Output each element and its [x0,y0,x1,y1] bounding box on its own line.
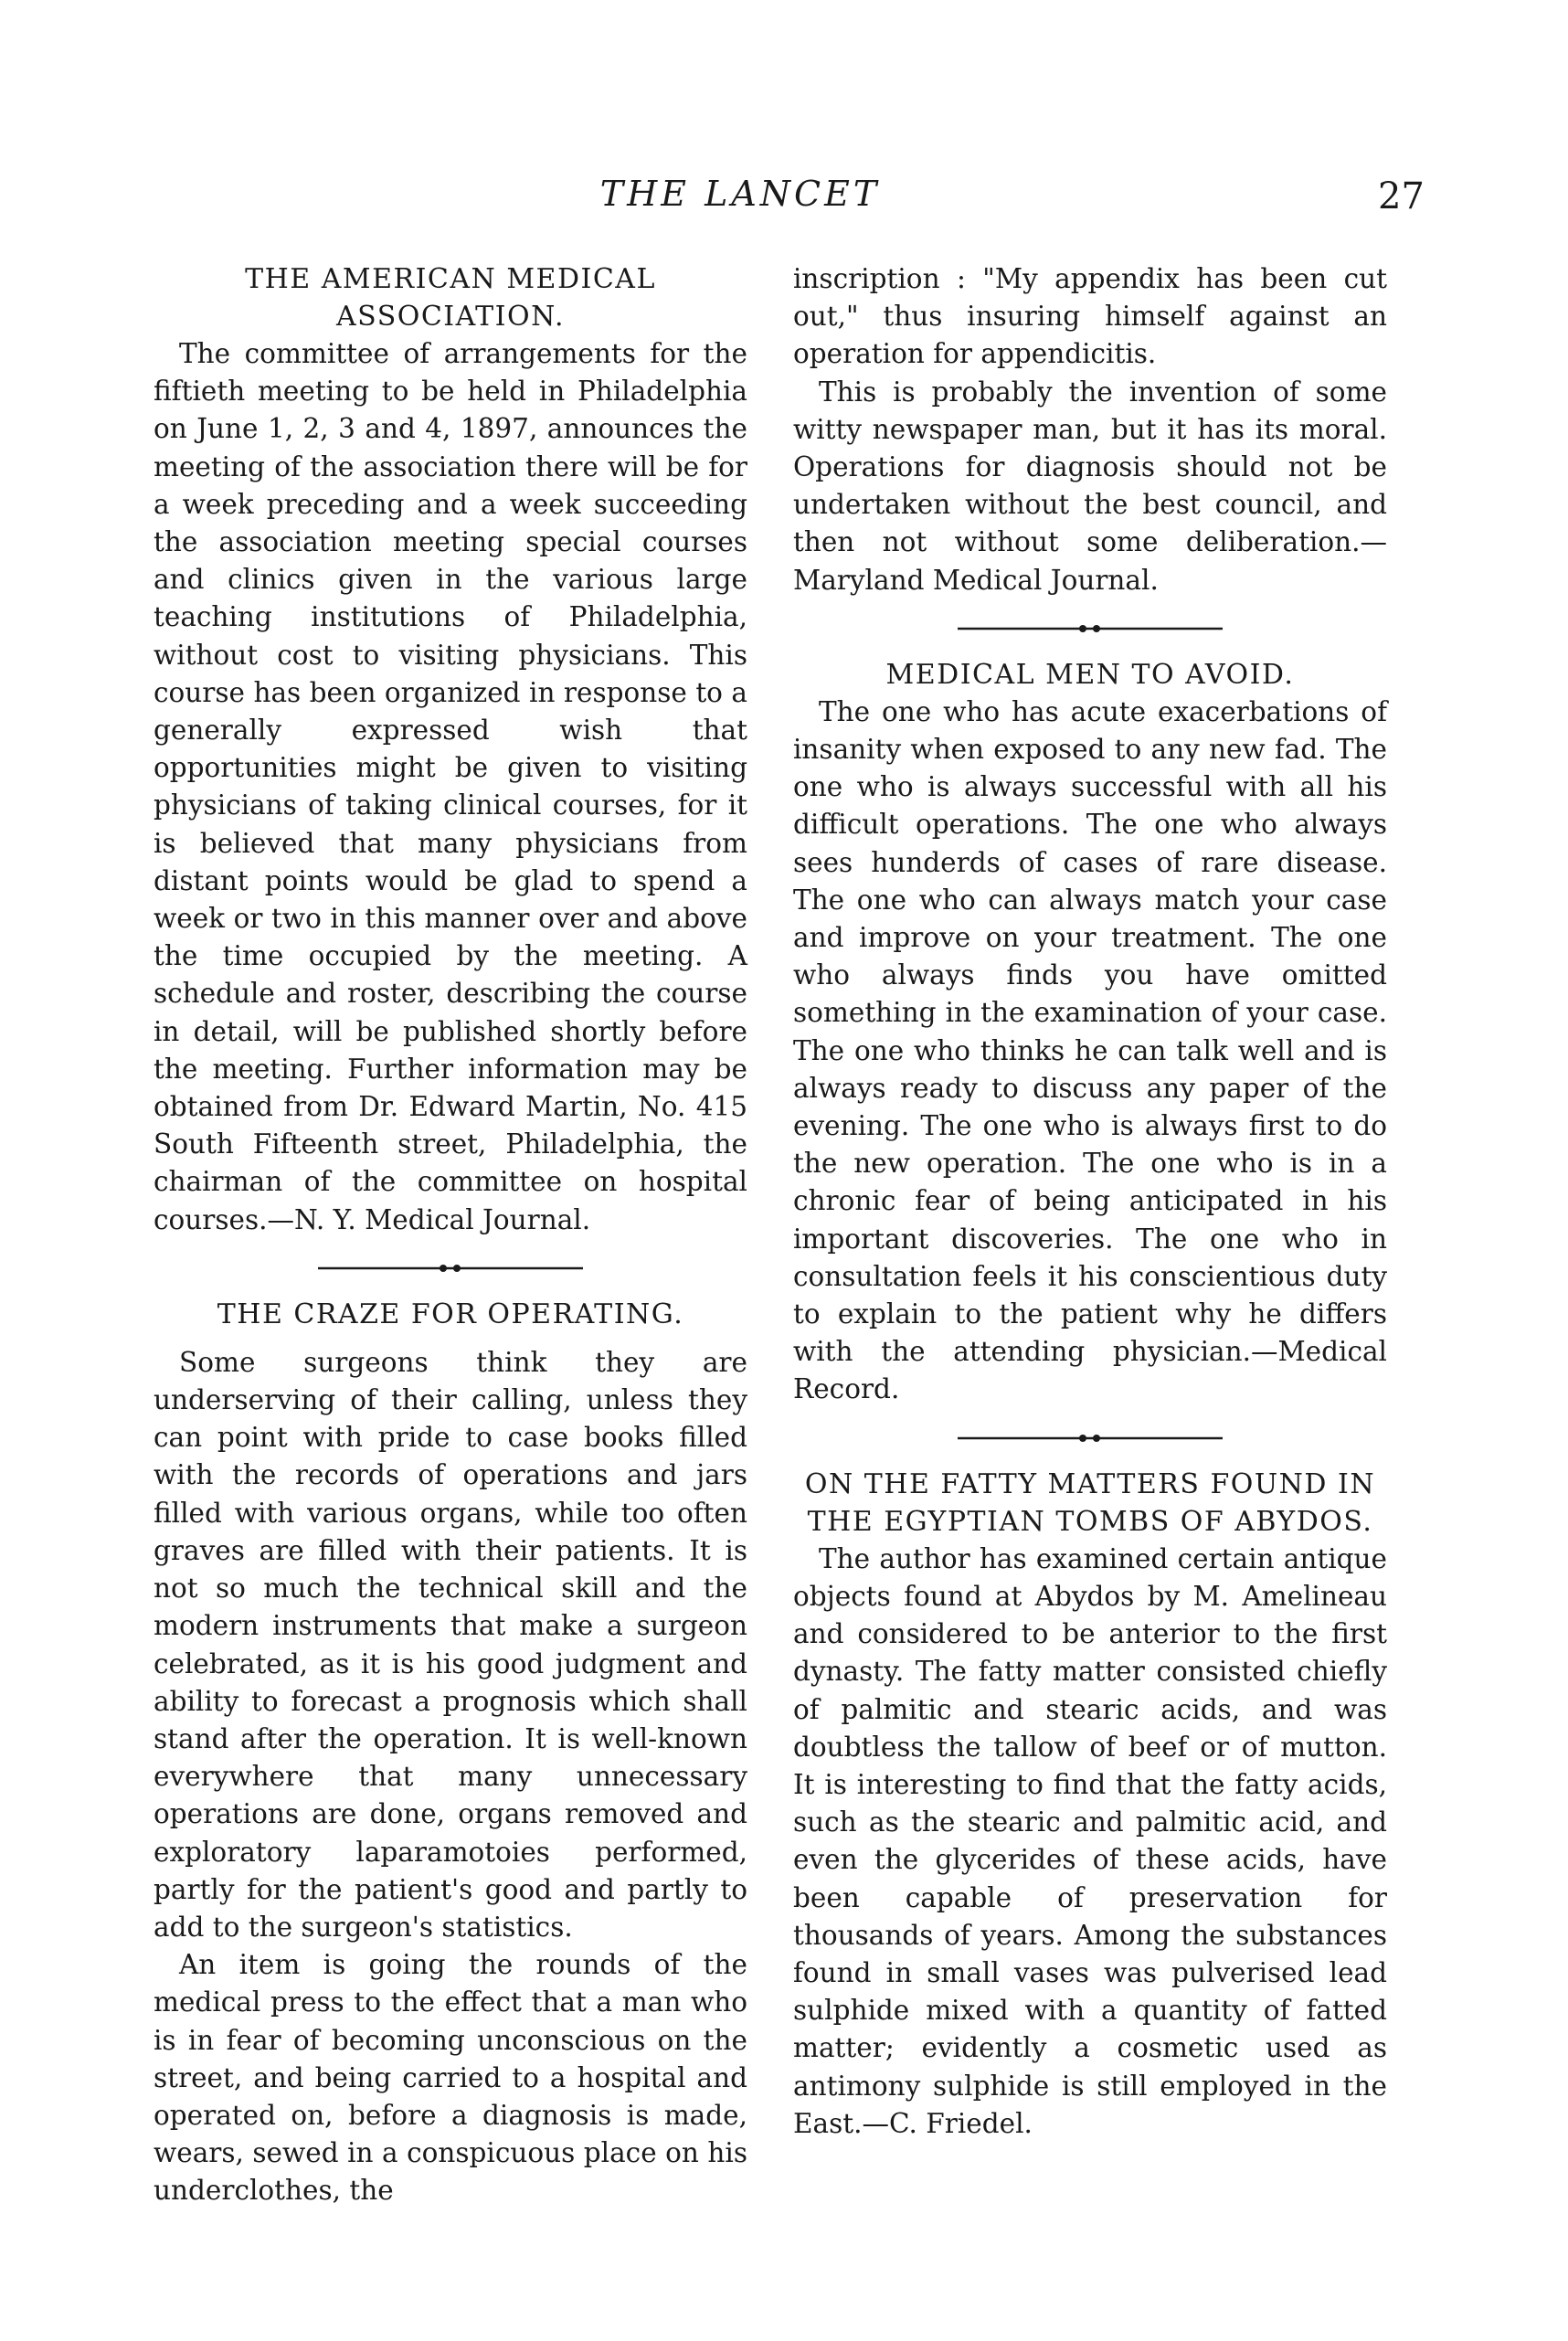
section-divider [958,1429,1223,1447]
left-column [154,260,747,2210]
section-divider [958,620,1223,638]
journal-title: THE LANCET [599,174,881,214]
article-title-fatty-matters: ON THE FATTY MATTERS FOUND IN THE EGYPTIAN TOMBS OF ABYDOS. [804,1467,1376,1538]
article-body-ama: The committee of arrangements for the fiftieth meeting to be held in Philadelphia on June 1, 2, 3 and 4, 1897, announces the meeting of the association there will be for a week preceding and a week succeeding the association meeting special courses and clinics given in the various large teaching institutions of Philadelphia, without cost to visiting physicians. This course has been organized in response to a generally expressed wish that opportunities might be given to visiting physicians of taking clinical courses, for it is believed that many physicians from distant points would be glad to spend a week or two in this manner over and above the time occupied by the meeting. A schedule and roster, describing the course in detail, will be published shortly before the meeting. Further information may be obtained from Dr. Edward Martin, No. 415 South Fifteenth street, Philadelphia, the chairman of the committee on hospital courses.—N. Y. Medical Journal. [154,338,747,1235]
article-body-medical-men: The one who has acute exacerbations of insanity when exposed to any new fad. The one who is always successful with all his difficult operations. The one who always sees hunderds of cases of rare disease. The one who can always match your case and improve on your treatment. The one who always finds you have omitted something in the examination of your case. The one who thinks he can talk well and is always ready to discuss any paper of the evening. The one who is always first to do the new operation. The one who is in a chronic fear of being anticipated in his important discoveries. The one who in consultation feels it his conscientious duty to explain to the patient why he differs with the attending physician.—Medical Record. [793,695,1387,1405]
right-column [793,260,1387,2143]
page-number: 27 [1378,175,1425,217]
article-body-craze-p2: An item is going the rounds of the medical press to the effect that a man who is in fear of becoming unconscious on the street, and being carried to a hospital and operated on, before a diagnosis is made, wears, sewed in a conspicuous place on his underclothes, the [154,1949,747,2207]
article-title-medical-men: MEDICAL MEN TO AVOID. [885,658,1295,691]
article-body-craze-p2-continued: inscription : "My appendix has been cut out," thus insuring himself against an operation for appendicitis. [793,263,1387,370]
article-body-craze-p3: This is probably the invention of some witty newspaper man, but it has its moral. Operations for diagnosis should not be undertaken without the best council, and then not without some deliberation.—Maryland Medical Journal. [793,376,1387,596]
article-title-craze: THE CRAZE FOR OPERATING. [217,1298,684,1330]
article-body-fatty-matters: The author has examined certain antique objects found at Abydos by M. Amelineau and considered to be anterior to the first dynasty. The fatty matter consisted chiefly of palmitic and stearic acids, and was doubtless the tallow of beef or of mutton. It is interesting to find that the fatty acids, such as the stearic and palmitic acid, and even the glycerides of these acids, have been capable of preservation for thousands of years. Among the substances found in small vases was pulverised lead sulphide mixed with a quantity of fatted matter; evidently a cosmetic used as antimony sulphide is still employed in the East.—C. Friedel. [793,1542,1387,2139]
running-head [0,174,1568,228]
article-body-craze-p1: Some surgeons think they are underserving of their calling, unless they can point with pride to case books filled with the records of operations and jars filled with various organs, while too often graves are filled with their patients. It is not so much the technical skill and the modern instruments that make a surgeon celebrated, as it is his good judgment and ability to forecast a prognosis which shall stand after the operation. It is well-known everywhere that many unnecessary operations are done, organs removed and exploratory laparamotoies performed, partly for the patient's good and partly to add to the surgeon's statistics. [154,1346,747,1943]
section-divider [318,1259,583,1277]
article-title-ama: THE AMERICAN MEDICAL ASSOCIATION. [245,263,656,333]
